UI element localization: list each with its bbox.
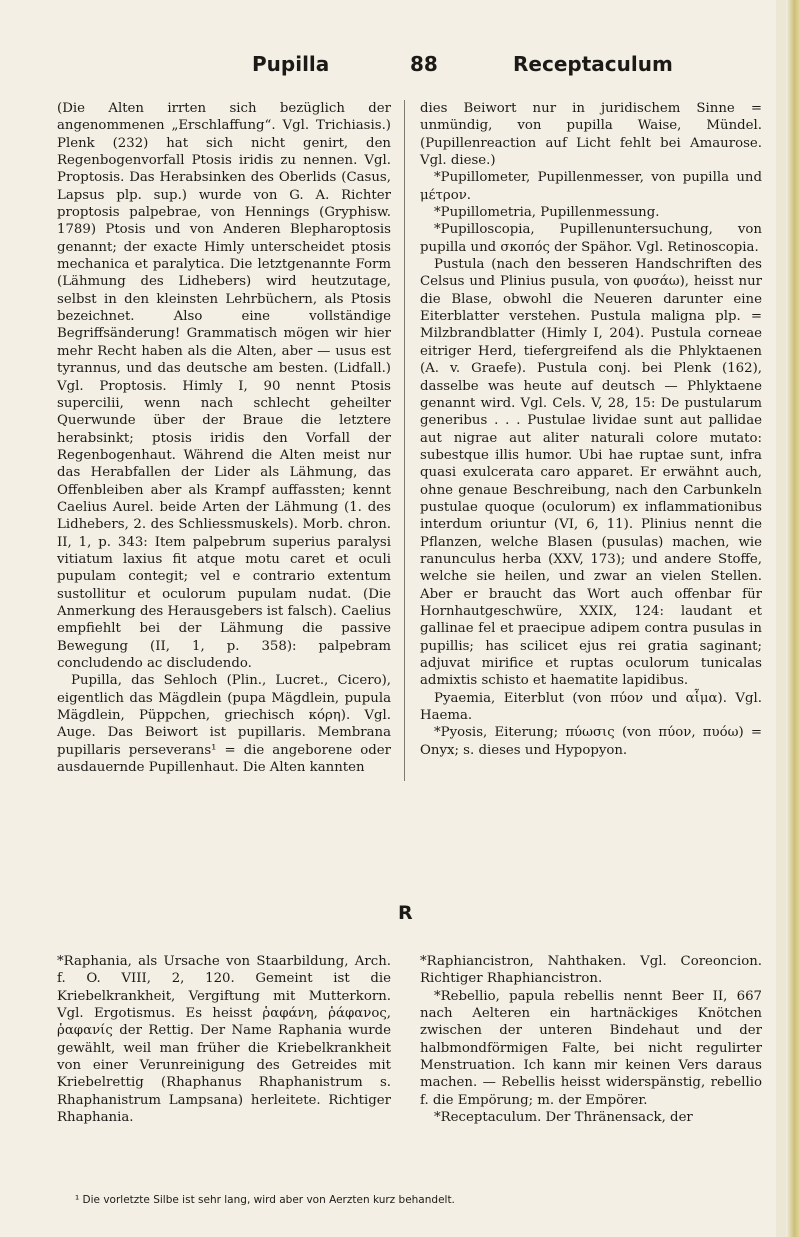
paragraph-pupilla: Pupilla, das Sehloch (Plin., Lucret., Cicero), eigentlich das Mägdlein (pupa Mägdlein, pupula Mägdlein, Püppchen, griechisch κόρη). Vgl. Auge. Das Beiwort ist pupillaris. Membrana pupillaris perseverans¹ = die angeborene oder ausdauernde Pupillenhaut. Die Alten kannten	[57, 673, 391, 776]
book-edge	[786, 0, 800, 1237]
entry-pyosis: *Pyosis, Eiterung; πύωσις (von πύον, πυόω) = Onyx; s. dieses und Hypopyon.	[420, 725, 762, 758]
entry-pustula: Pustula (nach den besseren Handschriften des Celsus und Plinius pusula, von φυσάω), heisst nur die Blase, obwohl die Neueren darunter eine Eiterblatter verstehen. Pustula maligna plp. = Milzbrandblatter (Himly I, 204). Pustula corneae eitriger Herd, tiefergreifend als die Phlyktaenen (A. v. Graefe). Pustula conj. bei Plenk (162), dasselbe was heute auf deutsch — Phlyktaene genannt wird. Vgl. Cels. V, 28, 15: De pustularum generibus . . . Pustulae lividae sunt aut pallidae aut nigrae aut aliter naturali colore mutato: subestque illis humor. Ubi hae ruptae sunt, infra quasi exulcerata caro apparet. Er erwähnt auch, ohne genaue Beschreibung, nach den Carbunkeln pustulae quoque (oculorum) ex inflammationibus interdum oriuntur (VI, 6, 11). Plinius nennt die Pflanzen, welche Blasen (pusulas) machen, wie ranunculus herba (XXV, 173); und andere Stoffe, welche sie heilen, und zwar an vielen Stellen. Aber er braucht das Wort auch offenbar für Hornhautgeschwüre, XXIX, 124: laudant et gallinae fel et praecipue adipem contra pusulas in pupillis; has scilicet ejus rei gratia saginant; adjuvat mirifice et ruptas oculorum tunicalas admixtis schisto et haematite lapidibus.	[420, 257, 762, 689]
entry-pupillometria: *Pupillometria, Pupillenmessung.	[434, 205, 660, 221]
column-right-top	[420, 100, 762, 759]
footnote: ¹ Die vorletzte Silbe ist sehr lang, wird aber von Aerzten kurz behandelt.	[75, 1194, 455, 1206]
page-edge-shadow	[776, 0, 786, 1237]
paragraph-pupilla-cont: dies Beiwort nur in juridischem Sinne = unmündig, von pupilla Waise, Mündel. (Pupillenreaction auf Licht fehlt bei Amaurose. Vgl. diese.)	[420, 101, 762, 169]
paragraph-ptosis: (Die Alten irrten sich bezüglich der angenommenen „Erschlaffung“. Vgl. Trichiasis.) Plenk (232) hat sich nicht genirt, den Regenbogenvorfall Ptosis iridis zu nennen. Vgl. Proptosis. Das Herabsinken des Oberlids (Casus, Lapsus plp. sup.) wurde von G. A. Richter proptosis palpebrae, von Hennings (Gryphisw. 1789) Ptosis und von Anderen Blepharoptosis genannt; der exacte Himly unterscheidet ptosis mechanica et paralytica. Die letztgenannte Form (Lähmung des Lidhebers) wird heutzutage, selbst in den kleinsten Lehrbüchern, als Ptosis bezeichnet. Also eine vollständige Begriffsänderung! Grammatisch mögen wir hier mehr Recht haben als die Alten, aber — usus est tyrannus, und das deutsche am besten. (Lidfall.) Vgl. Proptosis. Himly I, 90 nennt Ptosis supercilii, wenn nach schlecht geheilter Querwunde über der Braue die letztere herabsinkt; ptosis iridis den Vorfall der Regenbogenhaut. Während die Alten meist nur das Herabfallen der Lider als Lähmung, das Offenbleiben aber als Krampf auffassten; kennt Caelius Aurel. beide Arten der Lähmung (1. des Lidhebers, 2. des Schliessmuskels). Morb. chron. II, 1, p. 343: Item palpebrum superius paralysi vitiatum laxius fit atque motu caret et oculi pupulam contegit; vel e contrario extentum sustollitur et oculorum pupulam nudat. (Die Anmerkung des Herausgebers ist falsch). Caelius empfiehlt bei der Lähmung die passive Bewegung (II, 1, p. 358): palpebram concludendo ac discludendo.	[57, 101, 391, 671]
header-right-keyword: Receptaculum	[513, 52, 673, 76]
entry-rebellio: *Rebellio, papula rebellis nennt Beer II, 667 nach Aelteren ein hartnäckiges Knötchen zwischen der unteren Bindehaut und der halbmondförmigen Falte, bei nicht regulirter Menstruation. Ich kann mir keinen Vers daraus machen. — Rebellis heisst widerspänstig, rebellio f. die Empörung; m. der Empörer.	[420, 988, 762, 1108]
entry-raphania: *Raphania, als Ursache von Staarbildung, Arch. f. O. VIII, 2, 120. Gemeint ist die Kriebelkrankheit, Vergiftung mit Mutterkorn. Vgl. Ergotismus. Es heisst ῥαφάνη, ῥάφανος, ῥαφανίς der Rettig. Der Name Raphania wurde gewählt, weil man früher die Kriebelkrankheit von einer Verunreinigung des Getreides mit Kriebelrettig (Rhaphanus Rhaphanistrum s. Rhaphanistrum Lampsana) herleitete. Richtiger Rhaphania.	[57, 954, 391, 1126]
entry-raphiancistron: *Raphiancistron, Nahthaken. Vgl. Coreoncion. Richtiger Rhaphiancistron.	[420, 954, 762, 987]
column-left-top	[57, 100, 391, 776]
entry-pupilloscopia: *Pupilloscopia, Pupillenuntersuchung, von pupilla und σκοπός der Spähor. Vgl. Retinoscopia.	[420, 222, 762, 255]
page-number: 88	[410, 52, 438, 76]
entry-receptaculum: *Receptaculum. Der Thränensack, der	[434, 1110, 693, 1126]
running-header	[0, 52, 800, 86]
header-left-keyword: Pupilla	[252, 52, 330, 76]
column-right-bottom	[420, 953, 762, 1126]
column-left-bottom	[57, 953, 391, 1126]
entry-pupillometer: *Pupillometer, Pupillenmesser, von pupilla und μέτρον.	[420, 170, 762, 203]
entry-pyaemia: Pyaemia, Eiterblut (von πύον und αἷμα). Vgl. Haema.	[420, 690, 762, 724]
section-letter: R	[398, 902, 413, 924]
column-divider	[404, 100, 405, 781]
